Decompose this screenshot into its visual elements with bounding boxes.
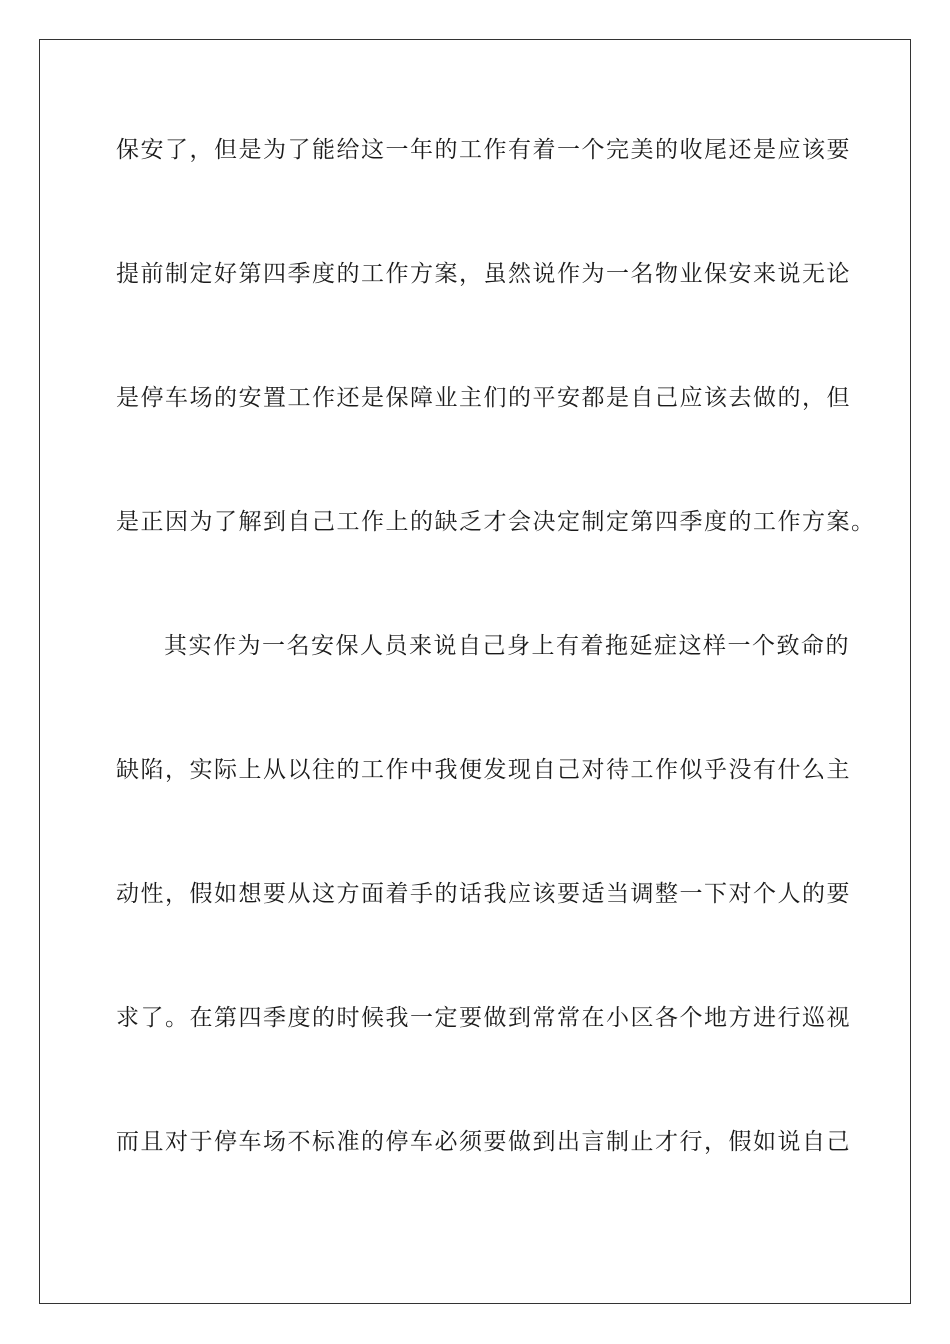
paragraph-line: 是正因为了解到自己工作上的缺乏才会决定制定第四季度的工作方案。 xyxy=(116,509,876,535)
paragraph-line: 而且对于停车场不标准的停车必须要做到出言制止才行，假如说自己 xyxy=(116,1129,851,1155)
paragraph-line: 提前制定好第四季度的工作方案，虽然说作为一名物业保安来说无论 xyxy=(116,261,851,287)
paragraph-line: 动性，假如想要从这方面着手的话我应该要适当调整一下对个人的要 xyxy=(116,881,851,907)
paragraph-line: 保安了，但是为了能给这一年的工作有着一个完美的收尾还是应该要 xyxy=(116,137,851,163)
paragraph-line-indented: 其实作为一名安保人员来说自己身上有着拖延症这样一个致命的 xyxy=(164,633,850,659)
paragraph-line: 缺陷，实际上从以往的工作中我便发现自己对待工作似乎没有什么主 xyxy=(116,757,851,783)
paragraph-line: 求了。在第四季度的时候我一定要做到常常在小区各个地方进行巡视 xyxy=(116,1005,851,1031)
paragraph-line: 是停车场的安置工作还是保障业主们的平安都是自己应该去做的，但 xyxy=(116,385,851,411)
page-border xyxy=(39,39,911,1304)
